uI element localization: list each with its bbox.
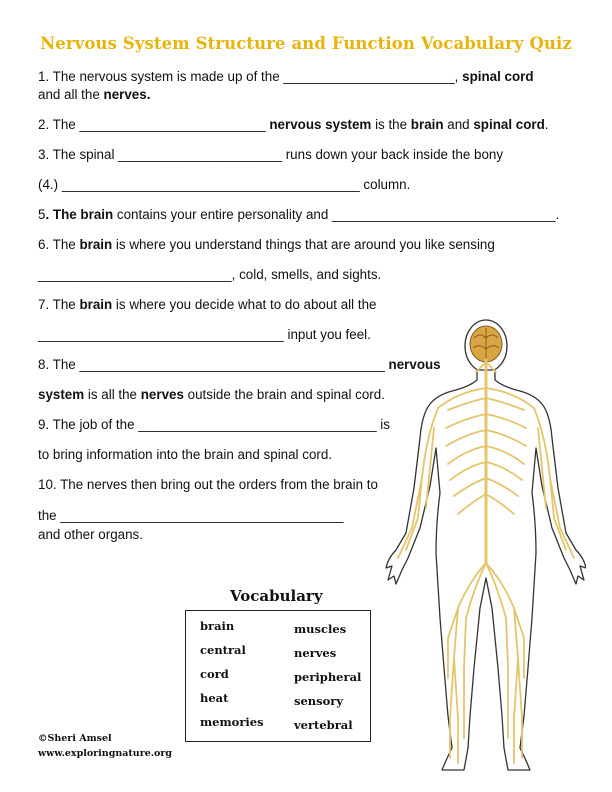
q2-bold1: nervous system — [269, 117, 372, 132]
q9-text2: is — [376, 417, 390, 432]
q7-blank[interactable]: _________________________________ — [38, 327, 284, 342]
nervous-system-figure — [378, 318, 586, 788]
author-credit: ©Sheri Amsel — [38, 733, 112, 744]
q5-bold: brain — [80, 207, 114, 222]
q4-text: (4.) — [38, 177, 62, 192]
q1-line2-text: and all the — [38, 87, 104, 102]
question-6 — [38, 237, 495, 253]
question-2 — [38, 117, 549, 133]
q5-period: . — [555, 207, 560, 222]
question-7-line2 — [38, 327, 371, 343]
q4-blank[interactable]: ________________________________________ — [61, 177, 360, 192]
question-10 — [38, 477, 378, 493]
q1-sep: , — [454, 69, 463, 84]
q1-bold: spinal cord — [462, 69, 534, 84]
q1-text: 1. The nervous system is made up of the — [38, 69, 284, 84]
q5-text: . The — [45, 207, 81, 222]
question-8-line2 — [38, 387, 385, 403]
question-10-line3 — [38, 527, 143, 543]
q2-blank[interactable]: _________________________ — [79, 117, 266, 132]
vocab-word: memories — [200, 715, 264, 729]
q1-line2-bold: nerves. — [103, 87, 151, 102]
q7-text: 7. The — [38, 297, 80, 312]
q6-blank[interactable]: __________________________ — [38, 267, 232, 282]
q8-bold1: nervous — [388, 357, 441, 372]
q4-text2: column. — [359, 177, 411, 192]
q2-bold2: brain — [410, 117, 444, 132]
brain — [470, 326, 502, 362]
q7-text3: input you feel. — [283, 327, 371, 342]
q6-bold: brain — [79, 237, 113, 252]
q2-text3: and — [443, 117, 474, 132]
q9-blank[interactable]: ________________________________ — [138, 417, 377, 432]
q5-blank[interactable]: ______________________________ — [332, 207, 556, 222]
question-1 — [38, 69, 534, 85]
q2-period: . — [544, 117, 549, 132]
q2-text2: is the — [371, 117, 411, 132]
vocab-word: central — [200, 643, 246, 657]
question-10-line2 — [38, 508, 343, 524]
q2-text: 2. The — [38, 117, 80, 132]
q3-blank[interactable]: ______________________ — [118, 147, 282, 162]
vocab-word: vertebral — [294, 718, 353, 732]
q10-text2: the — [38, 508, 61, 523]
page-title: Nervous System Structure and Function Vocabulary Quiz — [40, 34, 572, 53]
question-9-line2 — [38, 447, 332, 463]
vocab-word: peripheral — [294, 670, 362, 684]
vocab-word: brain — [200, 619, 235, 633]
q10-text: 10. The nerves then bring out the orders from the brain to — [38, 477, 378, 492]
question-4 — [38, 177, 410, 193]
site-credit: www.exploringnature.org — [38, 748, 173, 759]
q8-text2: is all the — [84, 387, 141, 402]
q6-text: 6. The — [38, 237, 80, 252]
q9-text3: to bring information into the brain and spinal cord. — [38, 447, 333, 462]
vocab-word: heat — [200, 691, 229, 705]
q7-text2: is where you decide what to do about all the — [112, 297, 377, 312]
q10-text3: and other organs. — [38, 527, 143, 542]
q3-text2: runs down your back inside the bony — [282, 147, 504, 162]
question-6-line2 — [38, 267, 381, 283]
question-1-line2 — [38, 87, 150, 103]
q1-blank[interactable]: _______________________ — [283, 69, 455, 84]
q6-text2: is where you understand things that are around you like sensing — [112, 237, 495, 252]
q8-text: 8. The — [38, 357, 80, 372]
q3-text: 3. The spinal — [38, 147, 119, 162]
question-9 — [38, 417, 390, 433]
question-3 — [38, 147, 503, 163]
q10-blank[interactable]: ______________________________________ — [60, 508, 344, 523]
q8-blank[interactable]: _________________________________________ — [79, 357, 385, 372]
vocab-word: sensory — [294, 694, 344, 708]
vocab-word: muscles — [294, 622, 347, 636]
vocabulary-title: Vocabulary — [230, 587, 323, 605]
q8-bold3: nerves — [140, 387, 184, 402]
question-5 — [38, 207, 559, 223]
q6-text3: , cold, smells, and sights. — [231, 267, 382, 282]
q8-bold2: system — [38, 387, 85, 402]
vocab-word: nerves — [294, 646, 337, 660]
q7-bold: brain — [79, 297, 113, 312]
vocab-word: cord — [200, 667, 229, 681]
q8-text3: outside the brain and spinal cord. — [183, 387, 385, 402]
q9-text: 9. The job of the — [38, 417, 139, 432]
question-7 — [38, 297, 376, 313]
q5-number: 5 — [38, 207, 46, 222]
q2-bold3: spinal cord — [473, 117, 545, 132]
q5-text2: contains your entire personality and — [113, 207, 333, 222]
